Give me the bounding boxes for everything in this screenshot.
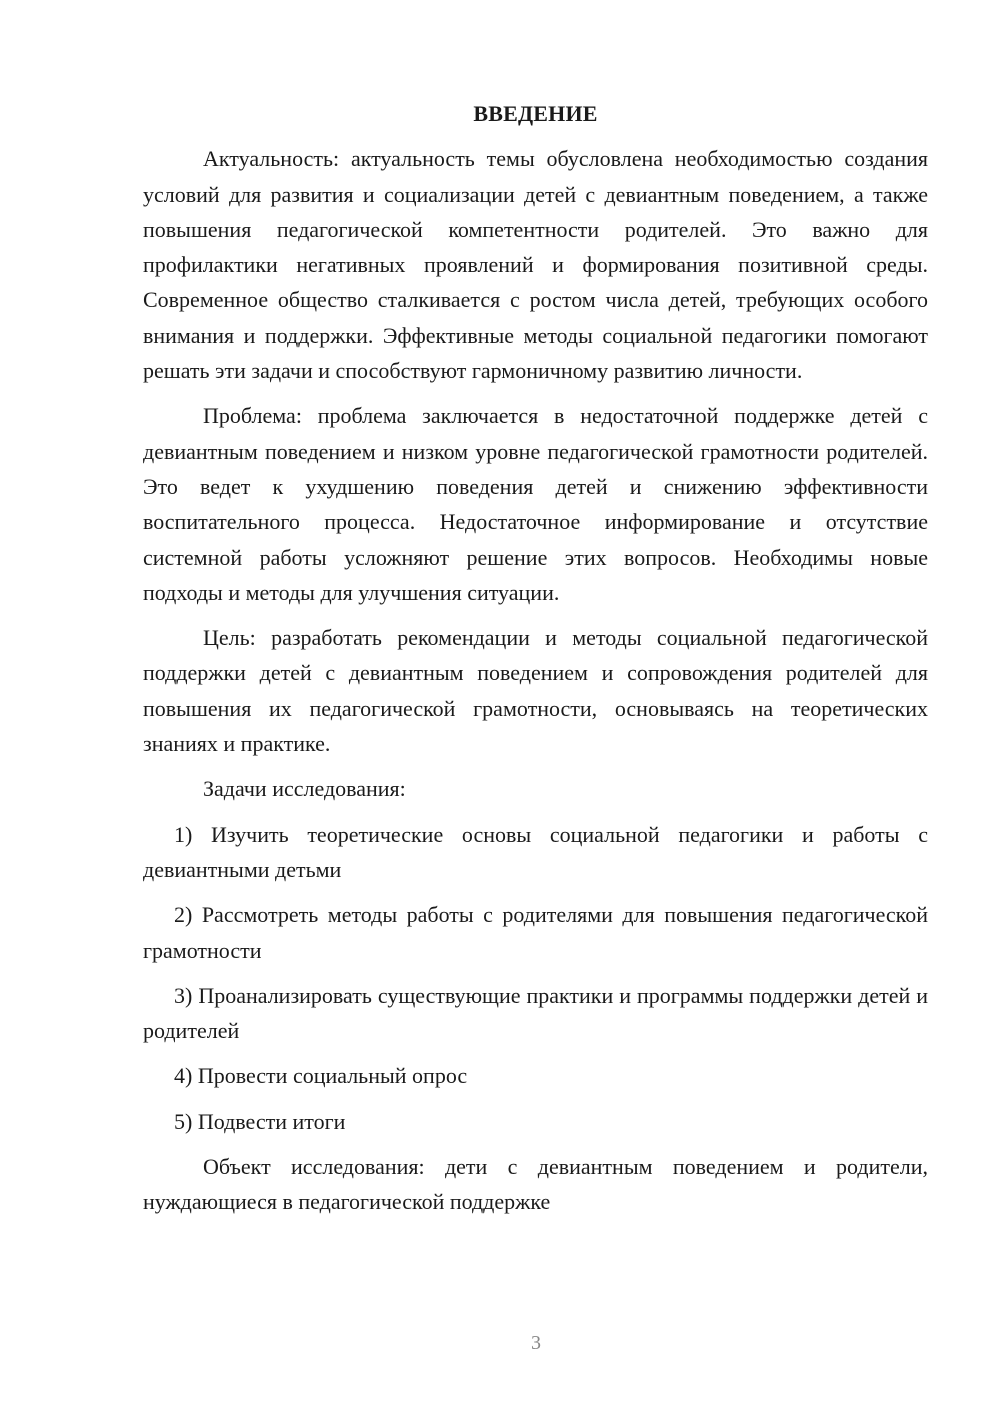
problem-paragraph: Проблема: проблема заключается в недостаточной поддержке детей с девиантным поведением и низком уровне педагогической грамотности родителей. Это ведет к ухудшению поведения детей и снижению эффективности воспитательного процесса. Недостаточное информирование и отсутствие системной работы усложняют решение этих вопросов. Необходимы новые подходы и методы для улучшения ситуации. bbox=[143, 403, 928, 605]
page-number: 3 bbox=[531, 1332, 541, 1354]
section-heading: ВВЕДЕНИЕ bbox=[473, 101, 598, 126]
page-content bbox=[143, 96, 928, 1230]
tasks-heading: Задачи исследования: bbox=[203, 776, 406, 802]
task-item: 4) Провести социальный опрос bbox=[174, 1063, 468, 1089]
task-item: 1) Изучить теоретические основы социальной педагогики и работы с девиантными детьми bbox=[143, 821, 928, 882]
object-paragraph: Объект исследования: дети с девиантным поведением и родители, нуждающиеся в педагогической поддержке bbox=[143, 1154, 928, 1215]
relevance-paragraph: Актуальность: актуальность темы обусловлена необходимостью создания условий для развития и социализации детей с девиантным поведением, а также повышения педагогической компетентности родителей. Это важно для профилактики негативных проявлений и формирования позитивной среды. Современное общество сталкивается с ростом числа детей, требующих особого внимания и поддержки. Эффективные методы социальной педагогики помогают решать эти задачи и способствуют гармоничному развитию личности. bbox=[143, 146, 928, 384]
goal-paragraph: Цель: разработать рекомендации и методы социальной педагогической поддержки детей с девиантным поведением и сопровождения родителей для повышения их педагогической грамотности, основываясь на теоретических знаниях и практике. bbox=[143, 625, 928, 757]
task-item: 3) Проанализировать существующие практики и программы поддержки детей и родителей bbox=[143, 982, 928, 1044]
task-item: 2) Рассмотреть методы работы с родителями для повышения педагогической грамотности bbox=[143, 902, 928, 963]
task-item: 5) Подвести итоги bbox=[174, 1108, 346, 1134]
